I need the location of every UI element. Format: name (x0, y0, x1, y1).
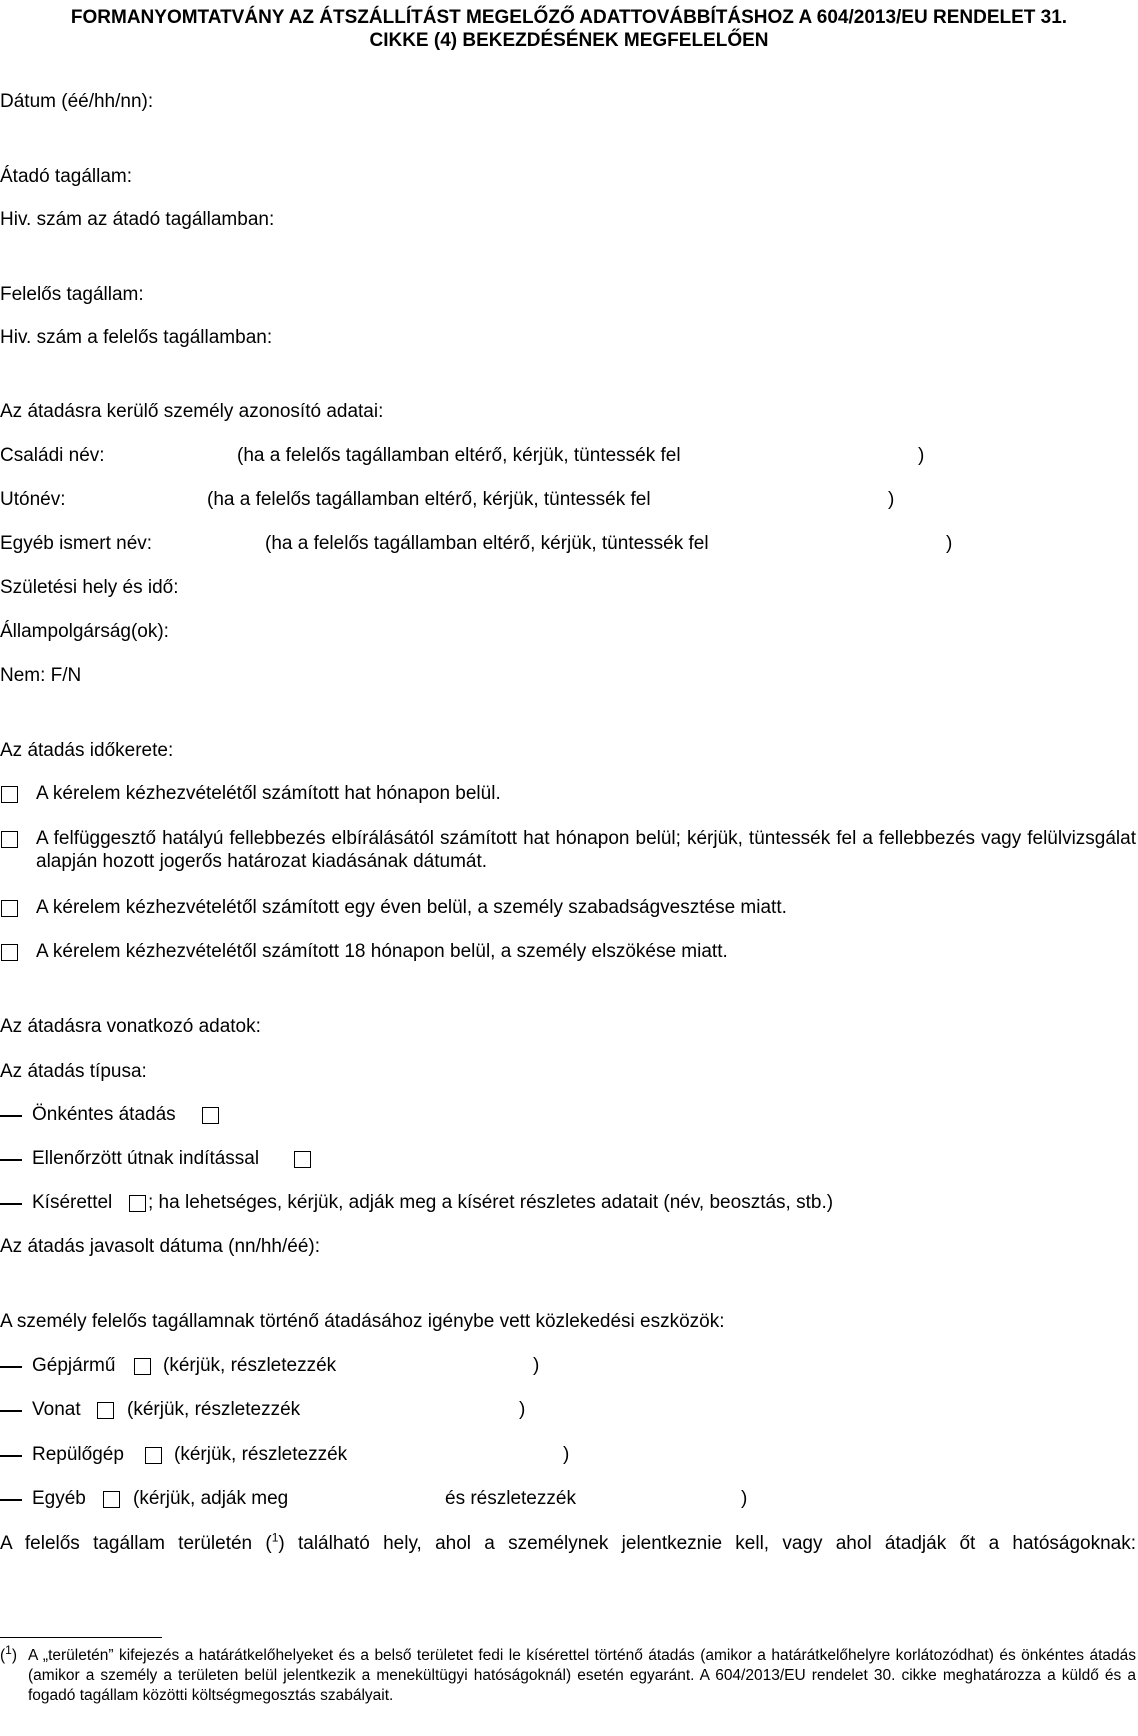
timeframe-option4-checkbox[interactable] (1, 944, 18, 961)
vehicle-detail: (kérjük, részletezzék (163, 1355, 337, 1376)
transfer-type-heading: Az átadás típusa: (0, 1061, 147, 1082)
timeframe-option3-text: A kérelem kézhezvételétől számított egy éven belül, a személy szabadságvesztése miatt. (36, 897, 787, 918)
responsible-state-label: Felelős tagállam: (0, 284, 144, 305)
family-name-label: Családi név: (0, 445, 105, 466)
birth-label: Születési hely és idő: (0, 577, 179, 598)
transport-heading: A személy felelős tagállamnak történő átadásához igénybe vett közlekedési eszközök: (0, 1311, 725, 1332)
other-transport-detail1: (kérjük, adják meg (133, 1488, 289, 1509)
form-title-line1: FORMANYOMTATVÁNY AZ ÁTSZÁLLÍTÁST MEGELŐZŐ ADATTOVÁBBÍTÁSHOZ A 604/2013/EU RENDELET 31. (70, 7, 1068, 28)
dash-icon (0, 1115, 22, 1117)
family-name-close: ) (918, 445, 925, 466)
vehicle-label: Gépjármű (32, 1355, 116, 1376)
escorted-note: ; ha lehetséges, kérjük, adják meg a kíséret részletes adatait (név, beosztás, stb.) (148, 1192, 834, 1213)
form-title-line2: CIKKE (4) BEKEZDÉSÉNEK MEGFELELŐEN (369, 30, 769, 51)
timeframe-option3-checkbox[interactable] (1, 900, 18, 917)
train-detail: (kérjük, részletezzék (127, 1399, 301, 1420)
dash-icon (0, 1455, 22, 1457)
plane-close: ) (563, 1444, 570, 1465)
train-close: ) (519, 1399, 526, 1420)
person-heading: Az átadásra kerülő személy azonosító adatai: (0, 401, 384, 422)
other-name-label: Egyéb ismert név: (0, 533, 153, 554)
given-name-close: ) (888, 489, 895, 510)
footnote-ref: 1 (271, 1530, 279, 1545)
escorted-label: Kísérettel (32, 1192, 113, 1213)
ref-responsible-label: Hiv. szám a felelős tagállamban: (0, 327, 273, 348)
dash-icon (0, 1499, 22, 1501)
given-name-label: Utónév: (0, 489, 66, 510)
footnote-text: A „területén” kifejezés a határátkelőhelyeket és a belső területet fedi le kísérettel történő átadás (amikor a határátkelőhelyre korlátozódhat) és önkéntes átadás (amikor a személy a területen belül jelentkezik a menekültügyi hatóságoknál) esetén egyaránt. A 604/2013/EU rendelet 30. cikke meghatározza a küldő és a fogadó tagállam közötti költségmegosztás szabályait. (28, 1647, 1136, 1704)
train-checkbox[interactable] (97, 1402, 114, 1419)
timeframe-heading: Az átadás időkerete: (0, 740, 174, 761)
location-label: A felelős tagállam területén ($^1$) található hely, ahol a személynek jelentkeznie kell, vagy ahol átadják őt a hatóságoknak: (0, 1530, 1136, 1554)
other-transport-close: ) (741, 1488, 748, 1509)
plane-detail: (kérjük, részletezzék (174, 1444, 348, 1465)
plane-checkbox[interactable] (145, 1447, 162, 1464)
footnote-mark: ($^1$) (0, 1642, 18, 1664)
other-name-close: ) (946, 533, 953, 554)
citizenship-label: Állampolgárság(ok): (0, 621, 169, 642)
other-transport-label: Egyéb (32, 1488, 86, 1509)
other-transport-checkbox[interactable] (103, 1491, 120, 1508)
sending-state-label: Átadó tagállam: (0, 166, 133, 187)
timeframe-option4-text: A kérelem kézhezvételétől számított 18 hónapon belül, a személy elszökése miatt. (36, 941, 728, 962)
transfer-heading: Az átadásra vonatkozó adatok: (0, 1016, 261, 1037)
timeframe-option1-text: A kérelem kézhezvételétől számított hat hónapon belül. (36, 783, 501, 804)
controlled-label: Ellenőrzött útnak indítással (32, 1148, 260, 1169)
dash-icon (0, 1410, 22, 1412)
timeframe-option2-checkbox[interactable] (1, 831, 18, 848)
dash-icon (0, 1366, 22, 1368)
plane-label: Repülőgép (32, 1444, 124, 1465)
vehicle-close: ) (533, 1355, 540, 1376)
footnote-rule (0, 1637, 162, 1638)
escorted-checkbox[interactable] (129, 1195, 146, 1212)
controlled-checkbox[interactable] (294, 1151, 311, 1168)
ref-sending-label: Hiv. szám az átadó tagállamban: (0, 209, 275, 230)
other-transport-detail2: és részletezzék (445, 1488, 576, 1509)
vehicle-checkbox[interactable] (134, 1358, 151, 1375)
other-name-note: (ha a felelős tagállamban eltérő, kérjük, tüntessék fel (265, 533, 709, 554)
train-label: Vonat (32, 1399, 81, 1420)
family-name-note: (ha a felelős tagállamban eltérő, kérjük, tüntessék fel (237, 445, 681, 466)
voluntary-checkbox[interactable] (202, 1107, 219, 1124)
timeframe-option1-checkbox[interactable] (1, 786, 18, 803)
date-label: Dátum (éé/hh/nn): (0, 91, 154, 112)
proposed-date-label: Az átadás javasolt dátuma (nn/hh/éé): (0, 1236, 321, 1257)
given-name-note: (ha a felelős tagállamban eltérő, kérjük, tüntessék fel (207, 489, 651, 510)
dash-icon (0, 1159, 22, 1161)
dash-icon (0, 1203, 22, 1205)
timeframe-option2-text: A felfüggesztő hatályú fellebbezés elbírálásától számított hat hónapon belül; kérjük, tüntessék fel a fellebbezés vagy felülvizsgálat alapján hozott jogerős határozat kiadásának dátumát. (36, 828, 1136, 872)
voluntary-label: Önkéntes átadás (32, 1104, 176, 1125)
sex-label: Nem: F/N (0, 665, 82, 686)
